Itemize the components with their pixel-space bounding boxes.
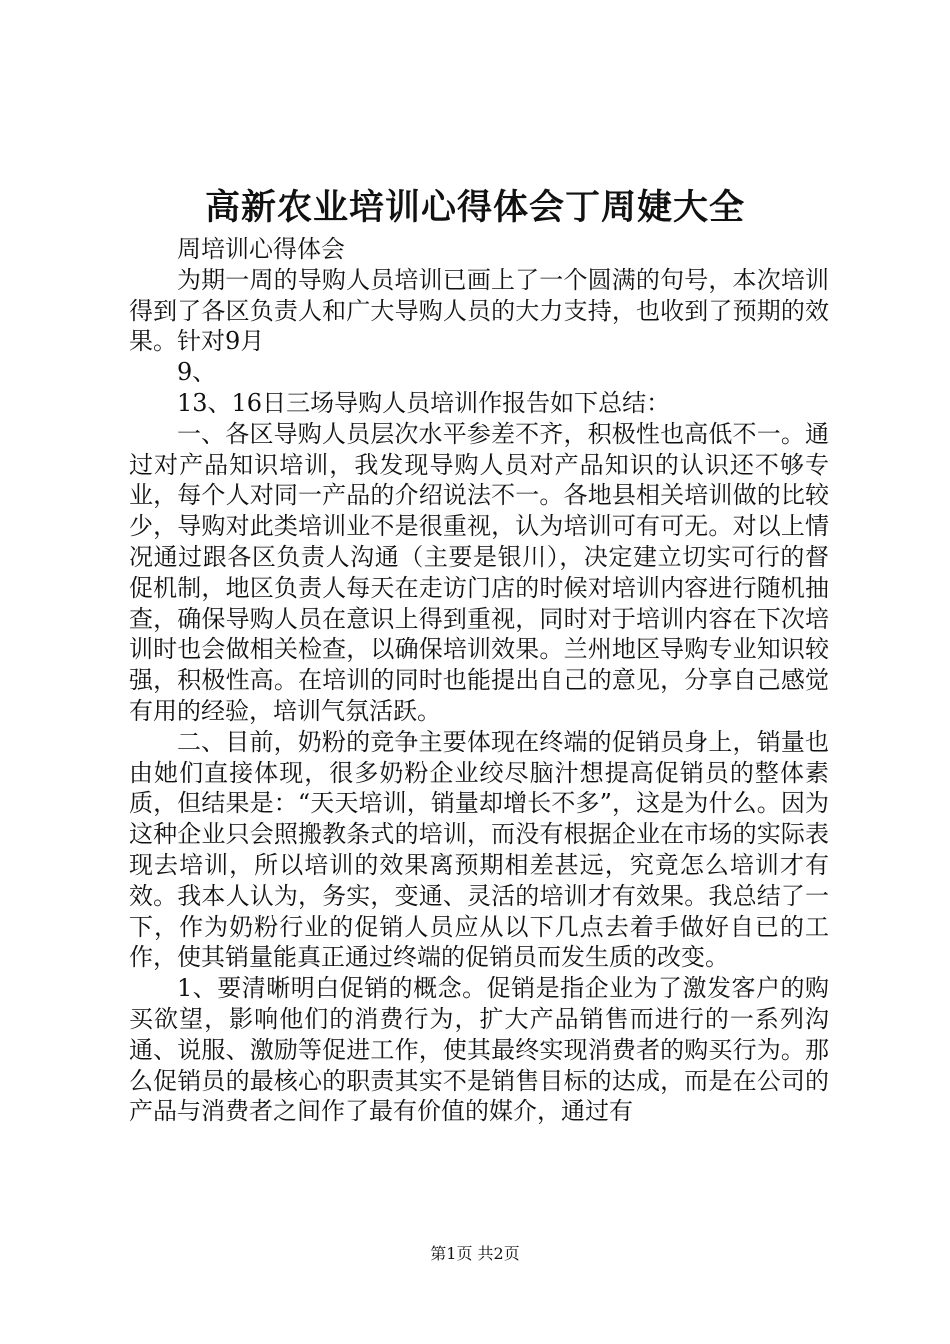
paragraph-summary-lead: 13、16日三场导购人员培训作报告如下总结：	[177, 388, 671, 417]
paragraph-section-two: 二、目前，奶粉的竞争主要体现在终端的促销员身上，销量也由她们直接体现，很多奶粉企业绞尽脑汁想提高促销员的整体素质，但结果是：“天天培训，销量却增长不多”，这是为什么。因为这种企业只会照搬教条式的培训，而没有根据企业在市场的实际表现去培训，所以培训的效果离预期相差甚远，究竟怎么培训才有效。我本人认为，务实，变通、灵活的培训才有效果。我总结了一下，作为奶粉行业的促销人员应从以下几点去着手做好自已的工作，使其销量能真正通过终端的促销员而发生质的改变。	[129, 727, 829, 972]
page-number-footer: 第1页 共2页	[430, 1244, 520, 1263]
paragraph-subtitle: 周培训心得体会	[177, 235, 345, 263]
document-body	[129, 234, 829, 1127]
paragraph-intro: 为期一周的导购人员培训已画上了一个圆满的句号，本次培训得到了各区负责人和广大导购人员的大力支持，也收到了预期的效果。针对9月	[129, 265, 829, 356]
paragraph-point-one: 1、要清晰明白促销的概念。促销是指企业为了激发客户的购买欲望，影响他们的消费行为，扩大产品销售而进行的一系列沟通、说服、激励等促进工作，使其最终实现消费者的购买行为。那么促销员的最核心的职责其实不是销售目标的达成，而是在公司的产品与消费者之间作了最有价值的媒介，通过有	[129, 974, 829, 1126]
paragraph-date-fragment: 9、	[177, 358, 217, 387]
paragraph-section-one: 一、各区导购人员层次水平参差不齐，积极性也高低不一。通过对产品知识培训，我发现导购人员对产品知识的认识还不够专业，每个人对同一产品的介绍说法不一。各地县相关培训做的比较少，导购对此类培训业不是很重视，认为培训可有可无。对以上情况通过跟各区负责人沟通（主要是银川），决定建立切实可行的督促机制，地区负责人每天在走访门店的时候对培训内容进行随机抽查，确保导购人员在意识上得到重视，同时对于培训内容在下次培训时也会做相关检查，以确保培训效果。兰州地区导购专业知识较强，积极性高。在培训的同时也能提出自己的意见，分享自己感觉有用的经验，培训气氛活跃。	[129, 419, 829, 725]
document-title: 高新农业培训心得体会丁周婕大全	[204, 187, 745, 228]
